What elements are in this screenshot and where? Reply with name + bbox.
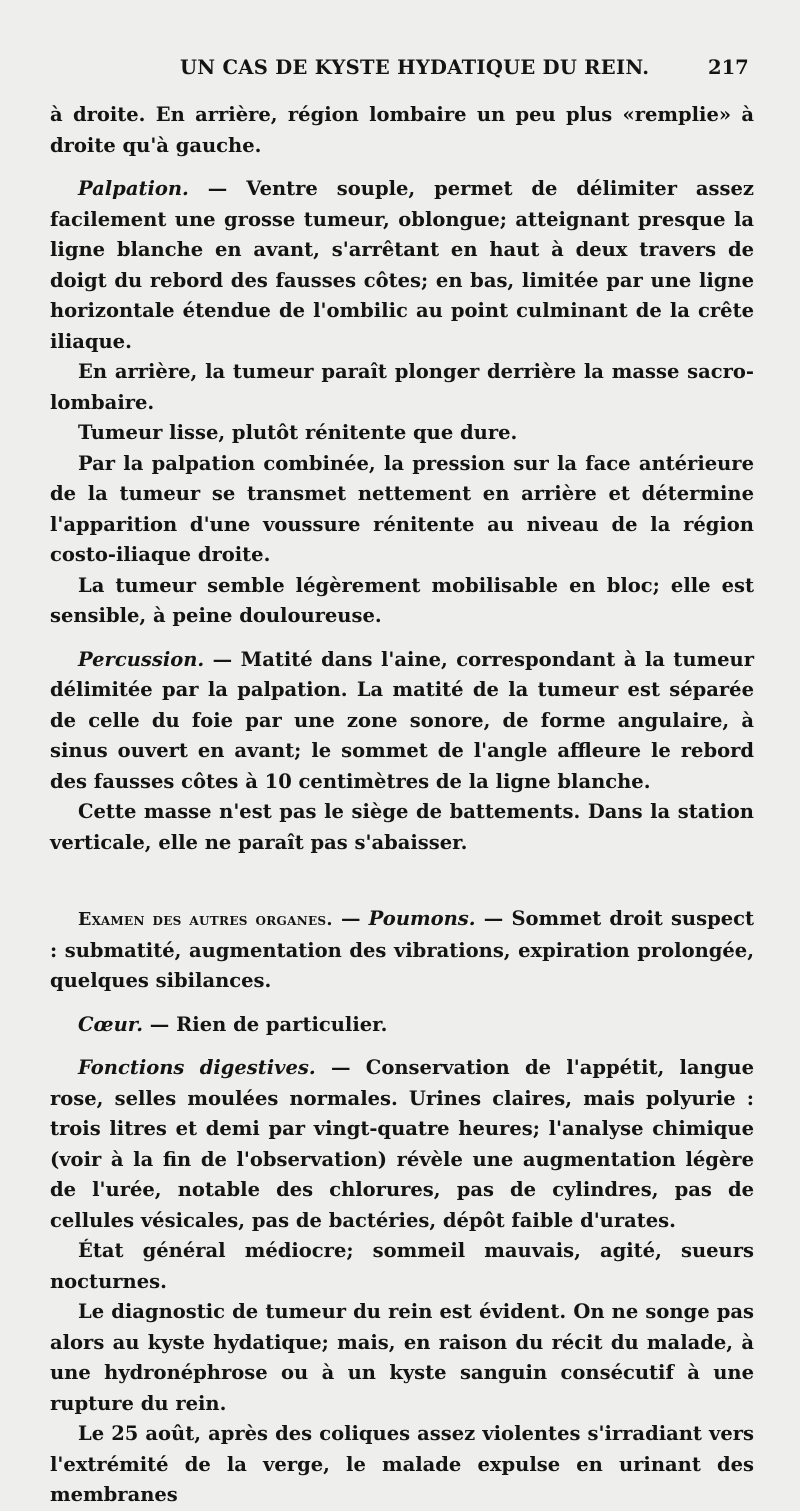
paragraph-continuation <box>50 100 754 161</box>
paragraph-battements <box>50 797 754 858</box>
section-lead-palpation: Palpation. <box>78 177 189 200</box>
dash: — <box>332 907 369 930</box>
paragraph-text: — Matité dans l'aine, correspondant à la tumeur délimitée par la palpation. La matité de la tumeur est séparée de celle du foie par une zone sonore, de forme angulaire, à sinus ouvert en avant; le sommet de l'angle affleure le rebord des fausses côtes à 10 centimètres de la ligne blanche. <box>50 647 754 793</box>
page-number: 217 <box>708 56 749 79</box>
paragraph-text: — Rien de particulier. <box>143 1012 388 1036</box>
paragraph-examen-autres-organes <box>50 904 754 997</box>
paragraph-text: à droite. En arrière, région lombaire un peu plus «remplie» à droite qu'à gauche. <box>50 103 754 157</box>
paragraph-coeur <box>50 1010 754 1041</box>
paragraph-text: — Conservation de l'appétit, langue rose, selles moulées normales. Urines claires, mais polyurie : trois litres et demi par vingt-quatre heures; l'analyse chimique (voir à la fin de l'observation) révèle une augmentation légère de l'urée, notable des chlorures, pas de cylindres, pas de cellules vésicales, pas de bactéries, dépôt faible d'urates. <box>50 1056 754 1232</box>
section-heading-examen: Examen des autres organes. <box>78 910 333 930</box>
paragraph-arriere <box>50 357 754 418</box>
paragraph-text: — Sommet droit suspect : submatité, augmentation des vibrations, expiration prolongée, quelques sibilances. <box>50 907 755 992</box>
paragraph-text: Par la palpation combinée, la pression sur la face antérieure de la tumeur se transmet nettement en arrière et détermine l'apparition d'une voussure rénitente au niveau de la région costo-iliaque droite. <box>50 451 754 566</box>
paragraph-text: La tumeur semble légèrement mobilisable en bloc; elle est sensible, à peine douloureuse. <box>50 573 754 627</box>
paragraph-text: Le 25 août, après des coliques assez violentes s'irradiant vers l'extrémité de la verge, le malade expulse en urinant des membranes <box>50 1422 754 1506</box>
paragraph-text: Cette masse n'est pas le siège de battements. Dans la station verticale, elle ne paraît pas s'abaisser. <box>50 800 754 854</box>
page-header <box>0 56 800 90</box>
paragraph-text: Le diagnostic de tumeur du rein est évident. On ne songe pas alors au kyste hydatique; mais, en raison du récit du malade, à une hydronéphrose ou à un kyste sanguin consécutif à une rupture du rein. <box>50 1300 754 1415</box>
section-lead-fonctions-digestives: Fonctions digestives. <box>78 1056 316 1079</box>
section-lead-poumons: Poumons. <box>368 907 476 930</box>
page-body <box>50 100 754 1511</box>
paragraph-mobilisable <box>50 571 754 632</box>
paragraph-text: En arrière, la tumeur paraît plonger derrière la masse sacro-lombaire. <box>50 360 754 414</box>
paragraph-text: État général médiocre; sommeil mauvais, agité, sueurs nocturnes. <box>50 1239 754 1293</box>
running-title: UN CAS DE KYSTE HYDATIQUE DU REIN. <box>180 56 650 79</box>
paragraph-palpation-combinee <box>50 449 754 571</box>
paragraph-diagnostic <box>50 1297 754 1419</box>
paragraph-text: — Ventre souple, permet de délimiter assez facilement une grosse tumeur, oblongue; atteignant presque la ligne blanche en avant, s'arrêtant en haut à deux travers de doigt du rebord des fausses côtes; en bas, limitée par une ligne horizontale étendue de l'ombilic au point culminant de la crête iliaque. <box>50 177 754 353</box>
paragraph-text: Tumeur lisse, plutôt rénitente que dure. <box>78 421 518 444</box>
section-lead-percussion: Percussion. <box>78 647 205 671</box>
paragraph-tumeur-lisse <box>50 418 754 449</box>
paragraph-etat-general <box>50 1236 754 1297</box>
paragraph-palpation <box>50 174 754 357</box>
paragraph-25-aout <box>50 1419 754 1511</box>
section-lead-coeur: Cœur. <box>78 1012 144 1036</box>
paragraph-percussion <box>50 645 754 798</box>
paragraph-fonctions-digestives <box>50 1053 754 1236</box>
